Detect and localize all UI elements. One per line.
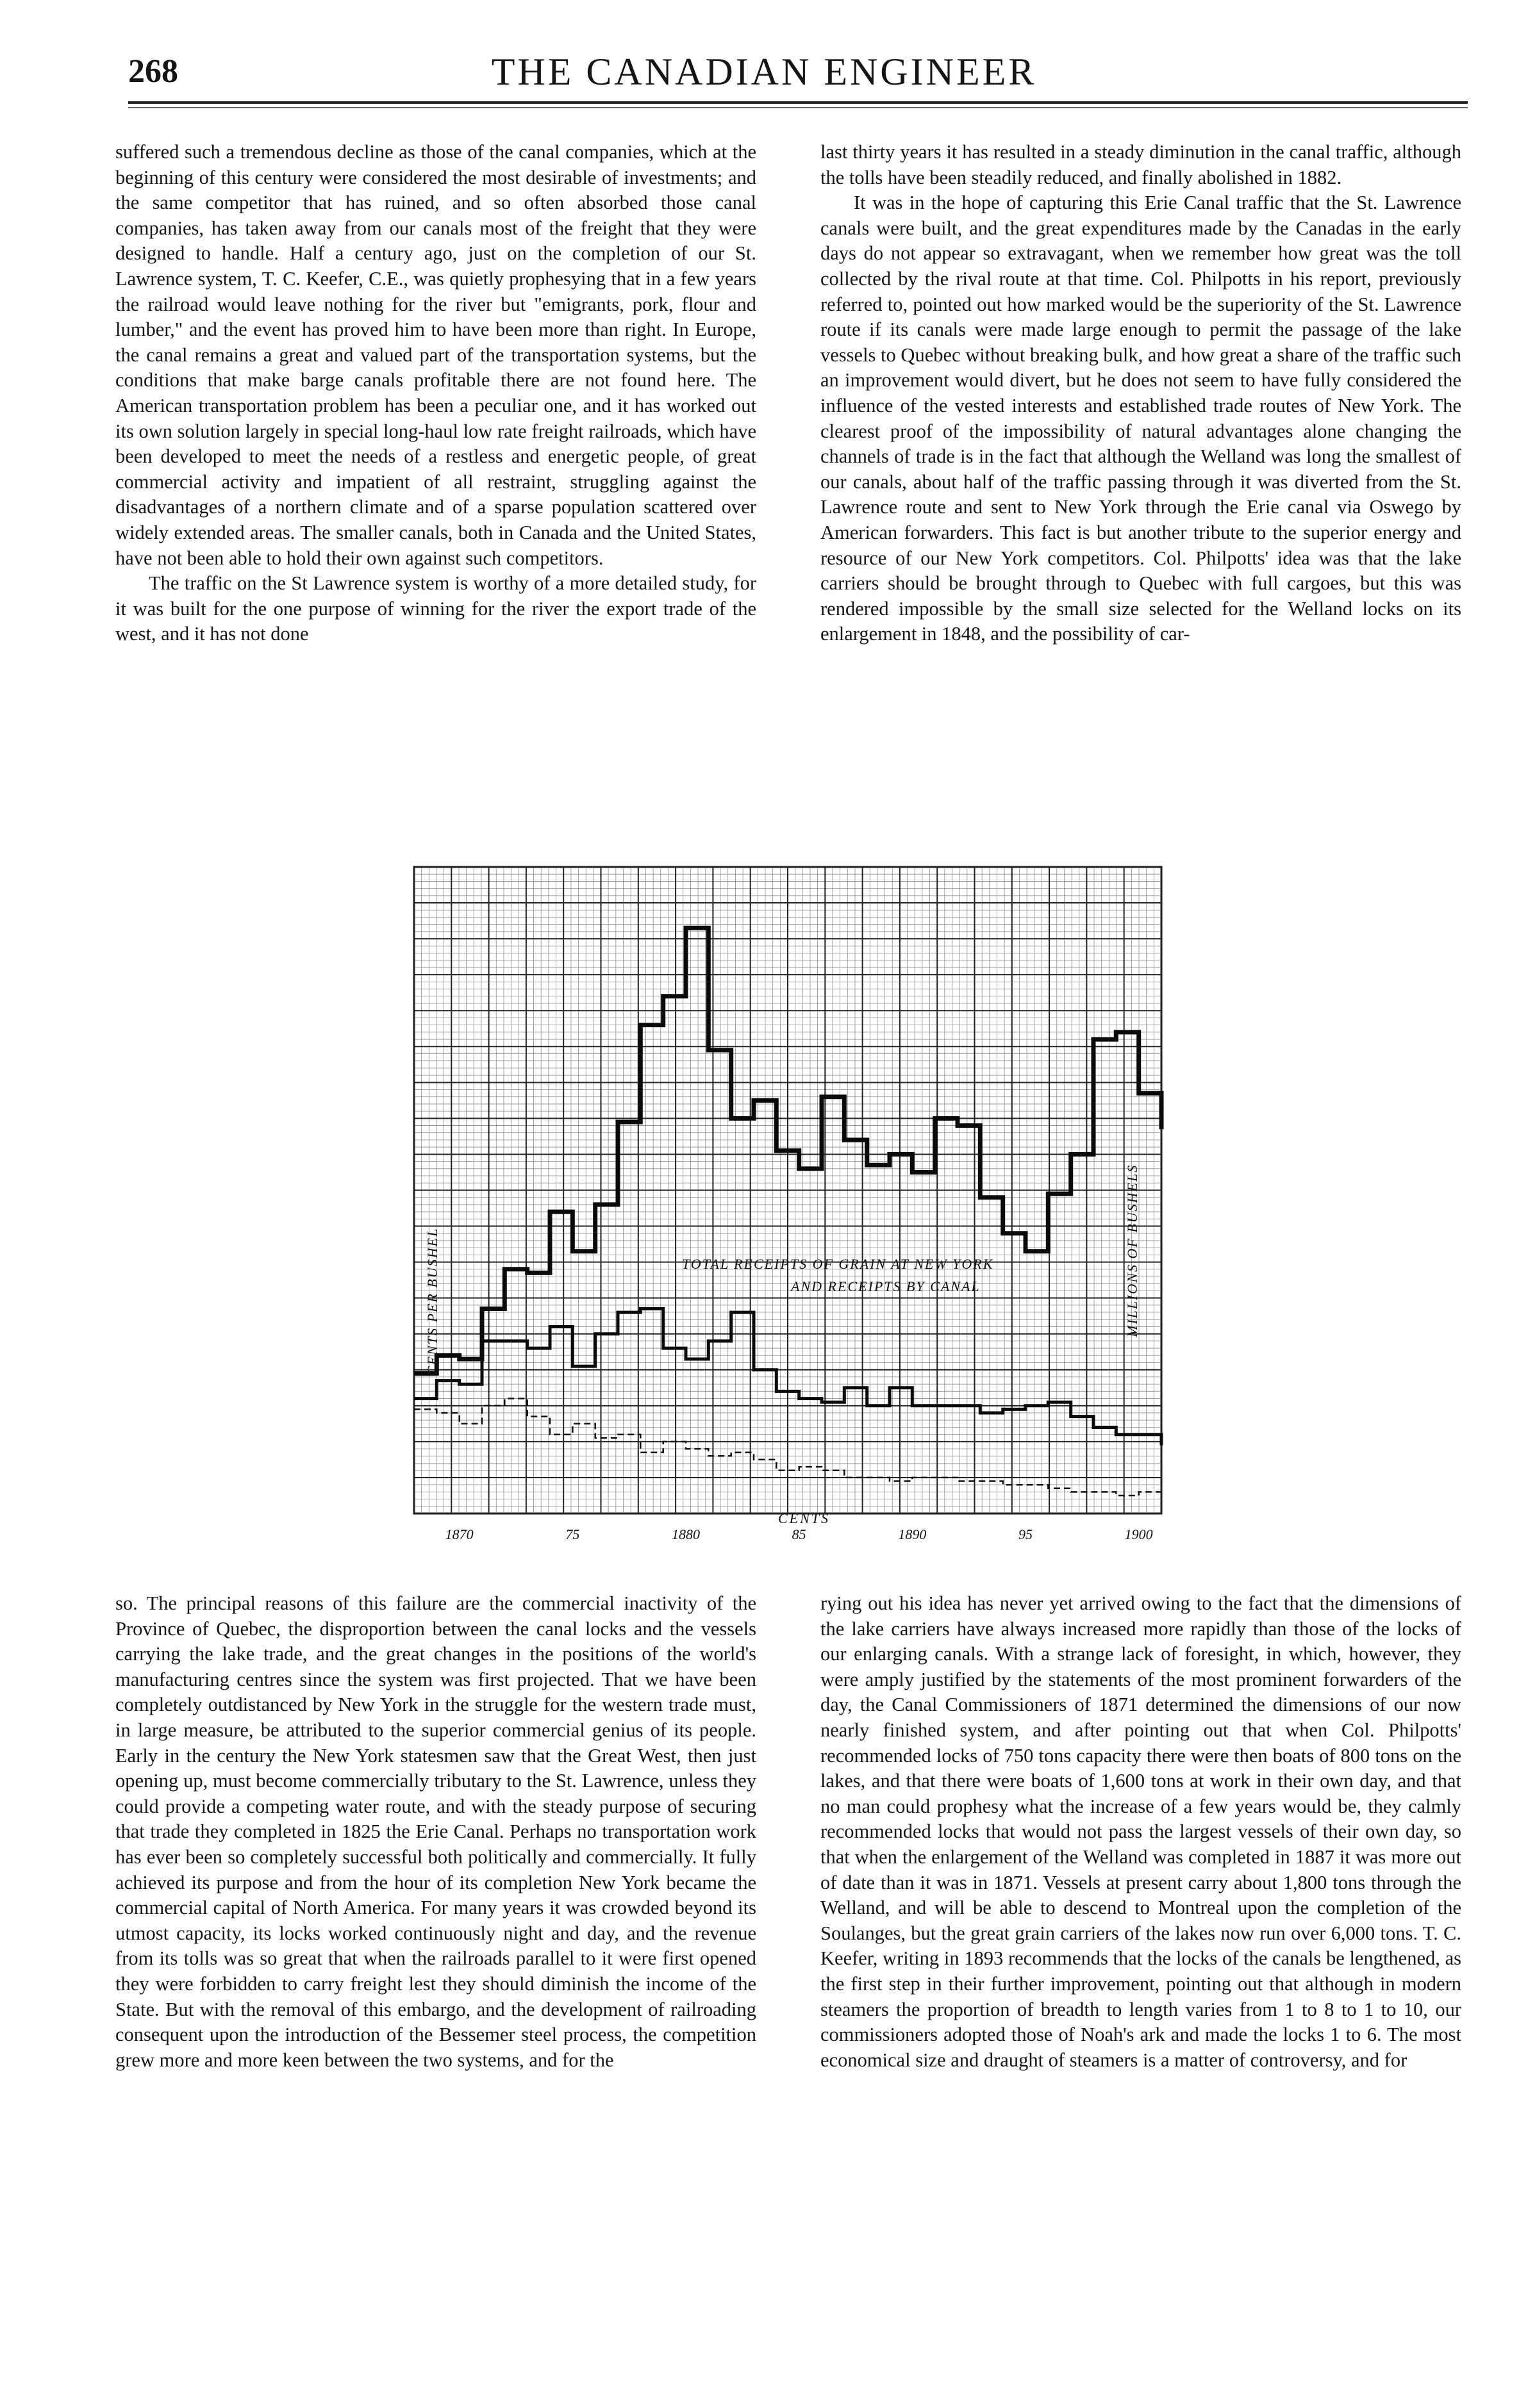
journal-title: THE CANADIAN ENGINEER [491, 51, 1037, 93]
x-tick-label: 1890 [898, 1526, 927, 1542]
x-tick-label: 1900 [1124, 1526, 1153, 1542]
x-tick-label: 95 [1018, 1526, 1033, 1542]
text-column-top-left [115, 140, 756, 647]
chart-right-axis-label: MILLIONS OF BUSHELS [1124, 1164, 1140, 1337]
paragraph: suffered such a tremendous decline as those of the canal companies, which at the beginning of this century were considered the most desirable of investments; and the same competitor that has ruined, and so often absorbed those canal companies, has taken away from our canals most of the freight that they were designed to handle. Half a century ago, just on the completion of our St. Lawrence system, T. C. Keefer, C.E., was quietly prophesying that in a few years the railroad would leave nothing for the river but "emigrants, pork, flour and lumber," and the event has proved him to have been more than right. In Europe, the canal remains a great and valued part of the transportation systems, but the conditions that make barge canals profitable there are not found here. The American transportation problem has been a peculiar one, and it has worked out its own solution largely in special long-haul low rate freight railroads, which have been developed to meet the needs of a restless and energetic people, of great commercial activity and impatient of all restraint, struggling against the disadvantages of a northern climate and of a sparse population scattered over widely extended areas. The smaller canals, both in Canada and the United States, have not been able to hold their own against such competitors. [115, 141, 756, 569]
paragraph: last thirty years it has resulted in a steady diminution in the canal traffic, although the tolls have been steadily reduced, and finally abolished in 1882. [820, 141, 1461, 188]
paragraph: so. The principal reasons of this failure are the commercial inactivity of the Province of Quebec, the disproportion between the canal locks and the vessels carrying the lake trade, and the great changes in the positions of the world's manufacturing centres since the system was first projected. That we have been completely outdistanced by New York in the struggle for the western trade must, in large measure, be attributed to the superior commercial genius of its people. Early in the century the New York statesmen saw that the Great West, then just opening up, must become commercially tributary to the St. Lawrence, unless they could provide a competing water route, and with the steady purpose of securing that trade they completed in 1825 the Erie Canal. Perhaps no transportation work has ever been so completely successful both politically and commercially. It fully achieved its purpose and from the hour of its completion New York became the commercial capital of North America. For many years it was crowded beyond its utmost capacity, its locks worked continuously night and day, and the revenue from its tolls was so great that when the railroads parallel to it were first opened they were forbidden to carry freight lest they should diminish the income of the State. But with the removal of this embargo, and the development of railroading consequent upon the introduction of the Bessemer steel process, the competition grew more and more keen between the two systems, and for the [115, 1592, 756, 2071]
text-column-bottom-left [115, 1591, 756, 2073]
chart-x-ticks [445, 1526, 1153, 1542]
chart-caption-bottom: CENTS [778, 1510, 831, 1526]
grain-traffic-chart [406, 863, 1179, 1552]
text-column-bottom-right [820, 1591, 1461, 2073]
x-tick-label: 75 [565, 1526, 580, 1542]
x-tick-label: 1870 [445, 1526, 474, 1542]
chart-caption-top: TOTAL RECEIPTS OF GRAIN AT NEW YORK [682, 1256, 994, 1272]
chart-caption-mid: AND RECEIPTS BY CANAL [791, 1278, 981, 1294]
header-rule-thin [128, 107, 1468, 108]
chart-left-axis-label: CENTS PER BUSHEL [424, 1227, 440, 1376]
page-number: 268 [128, 53, 178, 90]
x-tick-label: 85 [792, 1526, 806, 1542]
paragraph: rying out his idea has never yet arrived owing to the fact that the dimensions of the lake carriers have always increased more rapidly than those of the locks of our enlarging canals. With a strange lack of foresight, in which, however, they were amply justified by the statements of the most prominent forwarders of the day, the Canal Commissioners of 1871 determined the dimensions of our now nearly finished system, and after pointing out that when Col. Philpotts' recommended locks of 750 tons capacity there were then boats of 800 tons on the lakes, and that there were boats of 1,600 tons at work in their own day, and that no man could prophesy what the increase of a few years would be, they calmly recommended locks that would not pass the largest vessels of their own day, so that when the enlargement of the Welland was completed in 1887 it was more out of date than it was in 1871. Vessels at present carry about 1,800 tons through the Welland, and will be able to descend to Montreal upon the completion of the Soulanges, but the great grain carriers of the lakes now run over 6,000 tons. T. C. Keefer, writing in 1893 recommends that the locks of the canals be lengthened, as the first step in their further improvement, pointing out that although in modern steamers the proportion of breadth to length varies from 1 to 8 to 1 to 10, our commissioners adopted those of Noah's ark and made the locks 1 to 6. The most economical size and draught of steamers is a matter of controversy, and for [820, 1592, 1461, 2071]
header-rule [128, 101, 1468, 104]
x-tick-label: 1880 [672, 1526, 700, 1542]
chart-grid [414, 867, 1161, 1513]
text-column-top-right [820, 140, 1461, 647]
paragraph: The traffic on the St Lawrence system is worthy of a more detailed study, for it was built for the one purpose of winning for the river the export trade of the west, and it has not done [115, 572, 756, 645]
paragraph: It was in the hope of capturing this Erie Canal traffic that the St. Lawrence canals were built, and the great expenditures made by the Canadas in the early days do not appear so extravagant, when we remember how great was the toll collected by the rival route at that time. Col. Philpotts in his report, previously referred to, pointed out how marked would be the superiority of the St. Lawrence route if its canals were made large enough to permit the passage of the lake vessels to Quebec without breaking bulk, and how great a share of the traffic such an improvement would divert, but he does not seem to have fully considered the influence of the vested interests and established trade routes of New York. The clearest proof of the impossibility of natural advantages alone changing the channels of trade is in the fact that although the Welland was long the smallest of our canals, about half of the traffic passing through it was diverted from the St. Lawrence route and sent to New York through the Erie canal via Oswego by American forwarders. This fact is but another tribute to the superior energy and resource of our New York competitors. Col. Philpotts' idea was that the lake carriers should be brought through to Quebec with full cargoes, but this was rendered impossible by the small size selected for the Welland locks on its enlargement in 1848, and the possibility of car- [820, 192, 1461, 645]
chart-svg [406, 863, 1179, 1552]
